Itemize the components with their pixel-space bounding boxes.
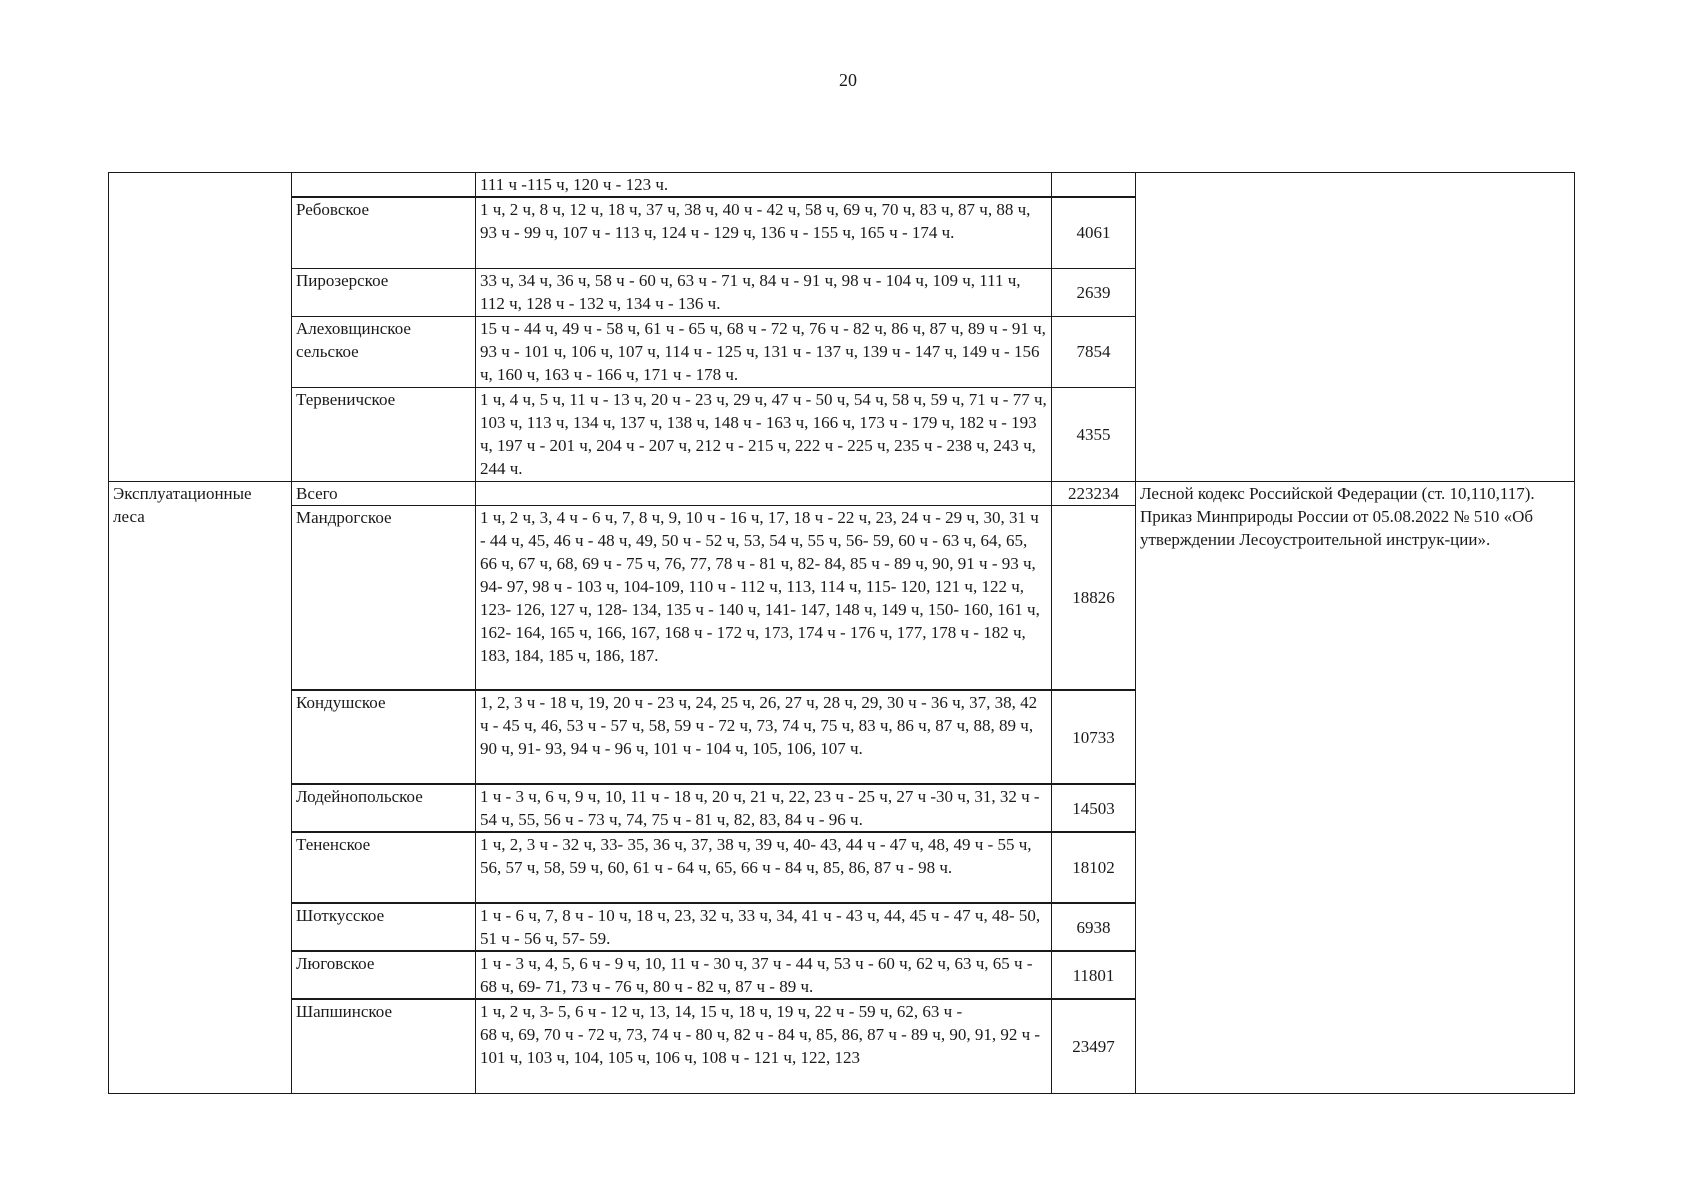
area-cell: 4355: [1052, 387, 1136, 481]
quarters-cell: 1 ч, 2 ч, 3, 4 ч - 6 ч, 7, 8 ч, 9, 10 ч - 16 ч, 17, 18 ч - 22 ч, 23, 24 ч - 29 ч, 30, 31 ч - 44 ч, 45, 46 ч - 48 ч, 49, 50 ч - 52 ч, 53, 54 ч, 55 ч, 56- 59, 60 ч - 63 ч, 64, 65, 66 ч, 67 ч, 68, 69 ч - 75 ч, 76, 77, 78 ч - 81 ч, 82- 84, 85 ч - 89 ч, 90, 91 ч - 93 ч, 94- 97, 98 ч - 103 ч, 104-109, 110 ч - 112 ч, 113, 114 ч, 115- 120, 121 ч, 122 ч, 123- 126, 127 ч, 128- 134, 135 ч - 140 ч, 141- 147, 148 ч, 149 ч, 150- 160, 161 ч, 162- 164, 165 ч, 166, 167, 168 ч - 172 ч, 173, 174 ч - 176 ч, 177, 178 ч - 182 ч, 183, 184, 185 ч, 186, 187.: [476, 505, 1052, 690]
area-cell: 18826: [1052, 505, 1136, 690]
quarters-cell: [476, 481, 1052, 505]
area-cell: 23497: [1052, 999, 1136, 1093]
quarters-cell: 1 ч, 2 ч, 8 ч, 12 ч, 18 ч, 37 ч, 38 ч, 40 ч - 42 ч, 58 ч, 69 ч, 70 ч, 83 ч, 87 ч, 88 ч, 93 ч - 99 ч, 107 ч - 113 ч, 124 ч - 129 ч, 136 ч - 155 ч, 165 ч - 174 ч.: [476, 197, 1052, 268]
quarters-cell: 1, 2, 3 ч - 18 ч, 19, 20 ч - 23 ч, 24, 25 ч, 26, 27 ч, 28 ч, 29, 30 ч - 36 ч, 37, 38, 42 ч - 45 ч, 46, 53 ч - 57 ч, 58, 59 ч - 72 ч, 73, 74 ч, 75 ч, 83 ч, 86 ч, 87 ч, 88, 89 ч, 90 ч, 91- 93, 94 ч - 96 ч, 101 ч - 104 ч, 105, 106, 107 ч.: [476, 690, 1052, 784]
area-cell: 14503: [1052, 784, 1136, 832]
area-cell: 11801: [1052, 951, 1136, 999]
area-cell: 6938: [1052, 903, 1136, 951]
district-cell: Кондушское: [292, 690, 476, 784]
area-cell: 7854: [1052, 316, 1136, 387]
district-cell: Тененское: [292, 832, 476, 903]
district-cell: Алеховщинское сельское: [292, 316, 476, 387]
quarters-cell: 33 ч, 34 ч, 36 ч, 58 ч - 60 ч, 63 ч - 71 ч, 84 ч - 91 ч, 98 ч - 104 ч, 109 ч, 111 ч, 112 ч, 128 ч - 132 ч, 134 ч - 136 ч.: [476, 268, 1052, 316]
table-row: [109, 173, 1575, 198]
area-cell: 18102: [1052, 832, 1136, 903]
area-cell: [1052, 173, 1136, 198]
category-cell: Эксплуатационные леса: [109, 481, 292, 1093]
basis-cell: Лесной кодекс Российской Федерации (ст. 10,110,117). Приказ Минприроды России от 05.08.2022 № 510 «Об утверждении Лесоустроительной инструк-ции».: [1136, 481, 1575, 1093]
quarters-cell: 1 ч - 6 ч, 7, 8 ч - 10 ч, 18 ч, 23, 32 ч, 33 ч, 34, 41 ч - 43 ч, 44, 45 ч - 47 ч, 48- 50, 51 ч - 56 ч, 57- 59.: [476, 903, 1052, 951]
table-row-total: [109, 481, 1575, 505]
category-cell: [109, 173, 292, 482]
basis-cell: [1136, 173, 1575, 482]
forest-quarters-table: [108, 172, 1575, 1094]
district-cell: [292, 173, 476, 198]
district-cell: Мандрогское: [292, 505, 476, 690]
quarters-cell: 111 ч -115 ч, 120 ч - 123 ч.: [476, 173, 1052, 198]
area-cell: 223234: [1052, 481, 1136, 505]
district-cell: Люговское: [292, 951, 476, 999]
district-cell: Шоткусское: [292, 903, 476, 951]
district-cell: Шапшинское: [292, 999, 476, 1093]
quarters-cell: 1 ч - 3 ч, 6 ч, 9 ч, 10, 11 ч - 18 ч, 20 ч, 21 ч, 22, 23 ч - 25 ч, 27 ч -30 ч, 31, 32 ч - 54 ч, 55, 56 ч - 73 ч, 74, 75 ч - 81 ч, 82, 83, 84 ч - 96 ч.: [476, 784, 1052, 832]
quarters-cell: 1 ч, 2, 3 ч - 32 ч, 33- 35, 36 ч, 37, 38 ч, 39 ч, 40- 43, 44 ч - 47 ч, 48, 49 ч - 55 ч, 56, 57 ч, 58, 59 ч, 60, 61 ч - 64 ч, 65, 66 ч - 84 ч, 85, 86, 87 ч - 98 ч.: [476, 832, 1052, 903]
district-cell: Тервеничское: [292, 387, 476, 481]
district-cell: Ребовское: [292, 197, 476, 268]
area-cell: 4061: [1052, 197, 1136, 268]
area-cell: 2639: [1052, 268, 1136, 316]
district-cell: Лодейнопольское: [292, 784, 476, 832]
area-cell: 10733: [1052, 690, 1136, 784]
quarters-cell: 15 ч - 44 ч, 49 ч - 58 ч, 61 ч - 65 ч, 68 ч - 72 ч, 76 ч - 82 ч, 86 ч, 87 ч, 89 ч - 91 ч, 93 ч - 101 ч, 106 ч, 107 ч, 114 ч - 125 ч, 131 ч - 137 ч, 139 ч - 147 ч, 149 ч - 156 ч, 160 ч, 163 ч - 166 ч, 171 ч - 178 ч.: [476, 316, 1052, 387]
district-cell: Всего: [292, 481, 476, 505]
quarters-cell: 1 ч, 4 ч, 5 ч, 11 ч - 13 ч, 20 ч - 23 ч, 29 ч, 47 ч - 50 ч, 54 ч, 58 ч, 59 ч, 71 ч - 77 ч, 103 ч, 113 ч, 134 ч, 137 ч, 138 ч, 148 ч - 163 ч, 166 ч, 173 ч - 179 ч, 182 ч - 193 ч, 197 ч - 201 ч, 204 ч - 207 ч, 212 ч - 215 ч, 222 ч - 225 ч, 235 ч - 238 ч, 243 ч, 244 ч.: [476, 387, 1052, 481]
quarters-cell: 1 ч, 2 ч, 3- 5, 6 ч - 12 ч, 13, 14, 15 ч, 18 ч, 19 ч, 22 ч - 59 ч, 62, 63 ч - 68 ч, 69, 70 ч - 72 ч, 73, 74 ч - 80 ч, 82 ч - 84 ч, 85, 86, 87 ч - 89 ч, 90, 91, 92 ч - 101 ч, 103 ч, 104, 105 ч, 106 ч, 108 ч - 121 ч, 122, 123: [476, 999, 1052, 1093]
page-number: 20: [839, 70, 857, 90]
district-cell: Пирозерское: [292, 268, 476, 316]
quarters-cell: 1 ч - 3 ч, 4, 5, 6 ч - 9 ч, 10, 11 ч - 30 ч, 37 ч - 44 ч, 53 ч - 60 ч, 62 ч, 63 ч, 65 ч - 68 ч, 69- 71, 73 ч - 76 ч, 80 ч - 82 ч, 87 ч - 89 ч.: [476, 951, 1052, 999]
